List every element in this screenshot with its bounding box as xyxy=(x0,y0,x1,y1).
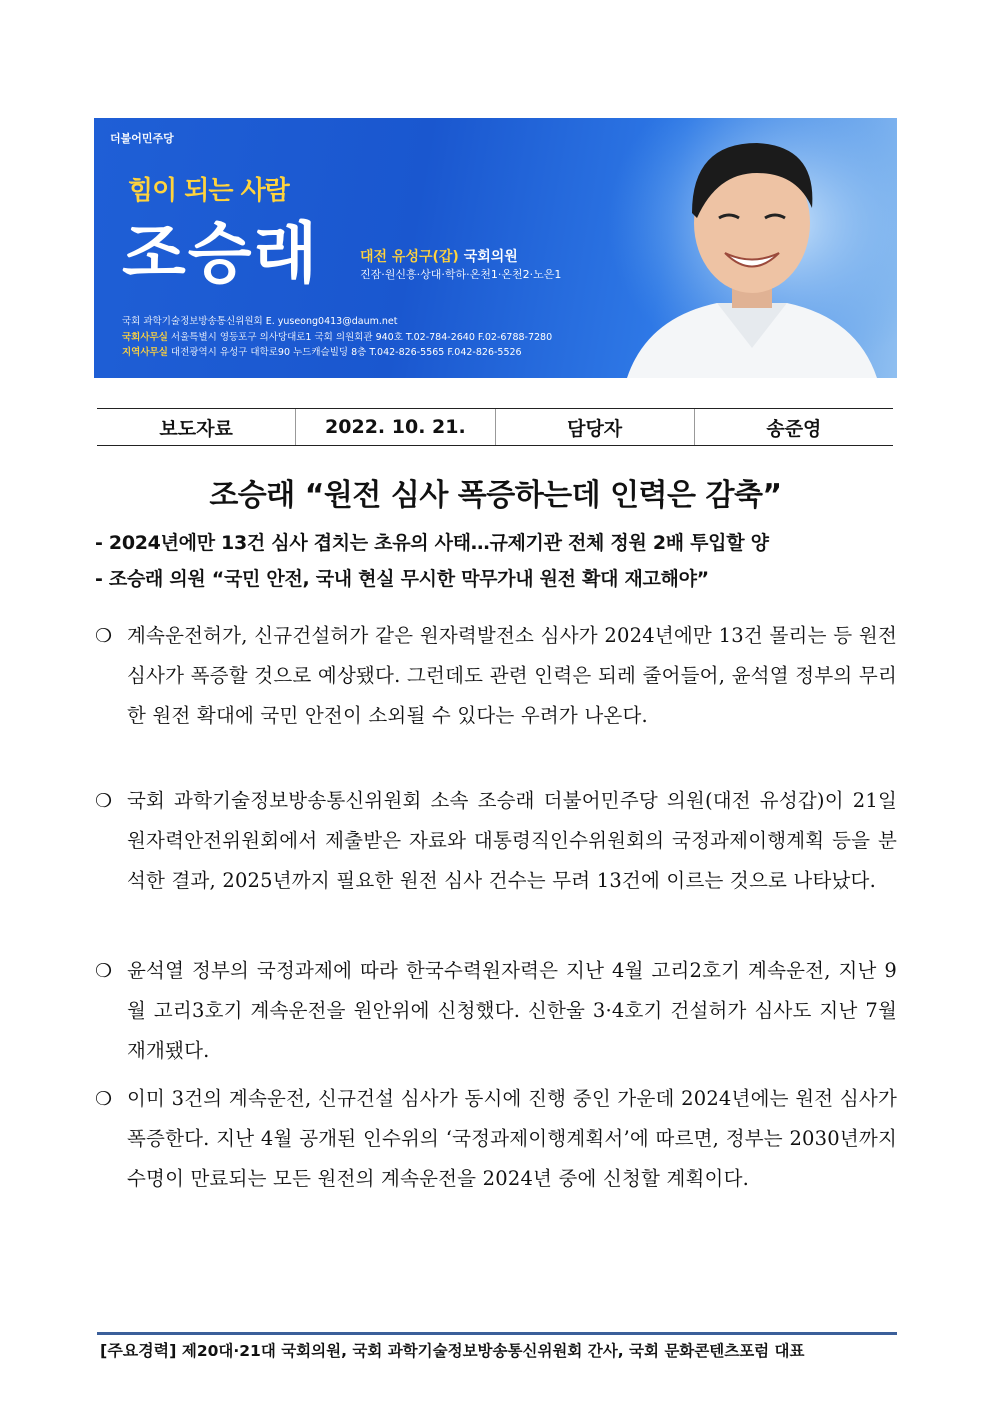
district-areas: 진잠·원신흥·상대·학하·온천1·온천2·노은1 xyxy=(360,268,562,281)
career-text: 제20대·21대 국회의원, 국회 과학기술정보방송통신위원회 간사, 국회 문화콘텐츠포럼 대표 xyxy=(176,1342,805,1360)
portrait-photo xyxy=(607,118,897,378)
press-release-label: 보도자료 xyxy=(97,409,296,445)
paragraph-text: 윤석열 정부의 국정과제에 따라 한국수력원자력은 지난 4월 고리2호기 계속운전, 지난 9월 고리3호기 계속운전을 원안위에 신청했다. 신한울 3·4호기 건설허가 심사도 지난 7월 재개됐다. xyxy=(127,959,897,1062)
bullet-circle-icon: ❍ xyxy=(95,625,113,647)
assembly-office-tag: 국회사무실 xyxy=(122,332,168,343)
paragraph-4 xyxy=(95,1079,897,1199)
contact-label: 담당자 xyxy=(496,409,695,445)
career-footer xyxy=(100,1338,805,1361)
bullet-circle-icon: ❍ xyxy=(95,790,113,812)
slogan: 힘이 되는 사람 xyxy=(128,176,289,206)
paragraph-text: 계속운전허가, 신규건설허가 같은 원자력발전소 심사가 2024년에만 13건 몰리는 등 원전 심사가 폭증할 것으로 예상됐다. 그런데도 관련 인력은 되레 줄어들어, 윤석열 정부의 무리한 원전 확대에 국민 안전이 소외될 수 있다는 우려가 나온다. xyxy=(127,624,897,727)
press-info-table xyxy=(97,408,893,446)
header-banner xyxy=(94,118,897,378)
assembly-office xyxy=(122,329,552,343)
release-date: 2022. 10. 21. xyxy=(296,409,495,445)
footer-divider xyxy=(97,1332,897,1335)
local-office-tag: 지역사무실 xyxy=(122,347,168,358)
paragraph-1 xyxy=(95,616,897,736)
paragraph-2 xyxy=(95,781,897,901)
paragraph-text: 국회 과학기술정보방송통신위원회 소속 조승래 더불어민주당 의원(대전 유성갑)이 21일 원자력안전위원회에서 제출받은 자료와 대통령직인수위원회의 국정과제이행계획 등을 분석한 결과, 2025년까지 필요한 원전 심사 건수는 무려 13건에 이르는 것으로 나타났다. xyxy=(127,789,897,892)
paragraph-text: 이미 3건의 계속운전, 신규건설 심사가 동시에 진행 중인 가운데 2024년에는 원전 심사가 폭증한다. 지난 4월 공개된 인수위의 ‘국정과제이행계획서’에 따르면, 정부는 2030년까지 수명이 만료되는 모든 원전의 계속운전을 2024년 중에 신청할 계획이다. xyxy=(127,1087,897,1190)
contact-person: 송준영 xyxy=(766,417,822,440)
headline: 조승래 “원전 심사 폭증하는데 인력은 감축” xyxy=(209,478,782,513)
local-office xyxy=(122,344,522,358)
bullet-circle-icon: ❍ xyxy=(95,1088,113,1110)
district xyxy=(360,246,518,266)
district-name: 대전 유성구(갑) xyxy=(360,249,459,265)
career-label: [주요경력] xyxy=(100,1341,177,1360)
paragraph-3 xyxy=(95,951,897,1071)
district-role: 국회의원 xyxy=(458,249,518,265)
party-name: 더불어민주당 xyxy=(110,132,174,145)
assembly-office-address: 서울특별시 영등포구 의사당대로1 국회 의원회관 940호 T.02-784-2640 F.02-6788-7280 xyxy=(167,332,553,343)
local-office-address: 대전광역시 유성구 대학로90 누드캐슬빌딩 8층 T.042-826-5565 F.042-826-5526 xyxy=(167,347,522,358)
committee-email: 국회 과학기술정보방송통신위원회 E. yuseong0413@daum.net xyxy=(122,316,398,327)
bullet-circle-icon: ❍ xyxy=(95,960,113,982)
politician-name: 조승래 xyxy=(122,215,320,292)
subheadline-1: - 2024년에만 13건 심사 겹치는 초유의 사태…규제기관 전체 정원 2배 투입할 양 xyxy=(95,532,769,554)
subheadline-2: - 조승래 의원 “국민 안전, 국내 현실 무시한 막무가내 원전 확대 재고해야” xyxy=(95,568,709,590)
